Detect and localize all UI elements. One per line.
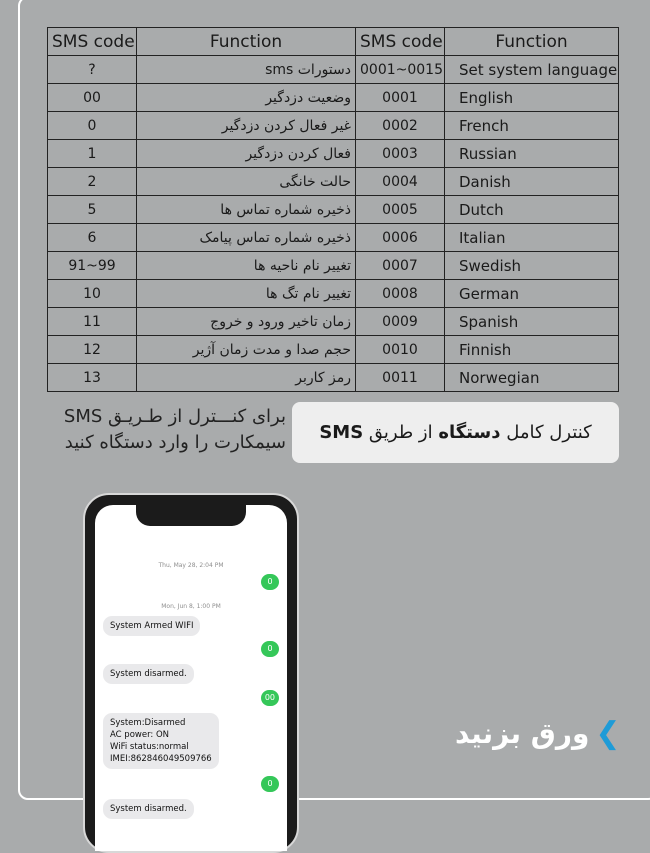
table-row — [48, 224, 619, 252]
banner-text-part2: از طریق — [368, 422, 433, 443]
language-code-cell: 0011 — [356, 364, 445, 392]
table-row — [48, 140, 619, 168]
sms-code-cell: 91~99 — [48, 252, 137, 280]
sms-code-cell: 2 — [48, 168, 137, 196]
sms-code-cell: 00 — [48, 84, 137, 112]
language-code-cell: 0010 — [356, 336, 445, 364]
table-row — [48, 308, 619, 336]
phone-mockup — [83, 493, 299, 853]
sms-code-cell: 6 — [48, 224, 137, 252]
table-row — [48, 112, 619, 140]
swipe-hint[interactable] — [455, 716, 621, 751]
banner-text-sms: SMS — [319, 422, 364, 443]
header-sms-code: SMS code — [48, 28, 137, 56]
language-code-cell: 0005 — [356, 196, 445, 224]
table-header-row — [48, 28, 619, 56]
status-line: IMEI:862846049509766 — [110, 754, 212, 764]
language-cell: English — [445, 84, 619, 112]
received-message-status — [103, 713, 219, 769]
language-cell: Set system language — [445, 56, 619, 84]
status-line: System:Disarmed — [110, 718, 186, 728]
language-code-cell: 0001~0015 — [356, 56, 445, 84]
table-row — [48, 336, 619, 364]
language-cell: Dutch — [445, 196, 619, 224]
timestamp-1: Thu, May 28, 2:04 PM — [158, 562, 224, 569]
function-cell: فعال کردن دزدگیر — [137, 140, 356, 168]
language-cell: French — [445, 112, 619, 140]
swipe-label: ورق بزنید — [455, 717, 590, 750]
sms-code-cell: 1 — [48, 140, 137, 168]
sms-code-cell: 13 — [48, 364, 137, 392]
language-code-cell: 0009 — [356, 308, 445, 336]
language-code-cell: 0007 — [356, 252, 445, 280]
sent-message: 0 — [261, 641, 279, 657]
function-cell: حالت خانگی — [137, 168, 356, 196]
sent-message: 00 — [261, 690, 279, 706]
received-message: System Armed WIFI — [103, 616, 200, 636]
language-code-cell: 0006 — [356, 224, 445, 252]
banner-text-part1: کنترل کامل — [506, 422, 592, 443]
phone-screen — [95, 505, 287, 851]
language-cell: Danish — [445, 168, 619, 196]
sim-note — [28, 404, 286, 456]
function-cell: غیر فعال کردن دزدگیر — [137, 112, 356, 140]
chevron-left-icon: ❯ — [595, 716, 621, 751]
sms-code-cell: 12 — [48, 336, 137, 364]
banner-text-bold: دستگاه — [438, 422, 501, 443]
phone-notch — [136, 505, 246, 526]
language-code-cell: 0004 — [356, 168, 445, 196]
table-row — [48, 168, 619, 196]
function-cell: حجم صدا و مدت زمان آژیر — [137, 336, 356, 364]
function-cell: تغییر نام تگ ها — [137, 280, 356, 308]
function-cell: رمز کاربر — [137, 364, 356, 392]
table-row — [48, 280, 619, 308]
sim-note-line1: برای کنـــترل از طـریـق SMS — [63, 406, 286, 427]
language-cell: Swedish — [445, 252, 619, 280]
sim-note-line2: سیمکارت را وارد دستگاه کنید — [64, 432, 286, 453]
language-code-cell: 0002 — [356, 112, 445, 140]
sms-code-cell: 0 — [48, 112, 137, 140]
function-cell: ذخیره شماره تماس پیامک — [137, 224, 356, 252]
received-message: System disarmed. — [103, 799, 194, 819]
received-message: System disarmed. — [103, 664, 194, 684]
timestamp-2: Mon, Jun 8, 1:00 PM — [161, 603, 221, 610]
language-cell: Russian — [445, 140, 619, 168]
sms-code-table — [47, 27, 619, 392]
language-code-cell: 0008 — [356, 280, 445, 308]
language-code-cell: 0003 — [356, 140, 445, 168]
sms-control-banner — [292, 402, 619, 463]
sms-code-cell: 10 — [48, 280, 137, 308]
header-function: Function — [137, 28, 356, 56]
status-line: WiFi status:normal — [110, 742, 189, 752]
table-row — [48, 196, 619, 224]
table-row — [48, 84, 619, 112]
language-cell: Norwegian — [445, 364, 619, 392]
status-line: AC power: ON — [110, 730, 170, 740]
language-code-cell: 0001 — [356, 84, 445, 112]
function-cell: دستورات sms — [137, 56, 356, 84]
sms-code-cell: 5 — [48, 196, 137, 224]
table-row — [48, 56, 619, 84]
table-row — [48, 364, 619, 392]
sent-message: 0 — [261, 574, 279, 590]
sms-code-cell: ? — [48, 56, 137, 84]
function-cell: تغییر نام ناحیه ها — [137, 252, 356, 280]
language-cell: Italian — [445, 224, 619, 252]
function-cell: وضعیت دزدگیر — [137, 84, 356, 112]
language-cell: Spanish — [445, 308, 619, 336]
header-function-2: Function — [445, 28, 619, 56]
table-row — [48, 252, 619, 280]
language-cell: German — [445, 280, 619, 308]
sent-message: 0 — [261, 776, 279, 792]
header-sms-code-2: SMS code — [356, 28, 445, 56]
function-cell: ذخیره شماره تماس ها — [137, 196, 356, 224]
sms-code-cell: 11 — [48, 308, 137, 336]
language-cell: Finnish — [445, 336, 619, 364]
function-cell: زمان تاخیر ورود و خروج — [137, 308, 356, 336]
